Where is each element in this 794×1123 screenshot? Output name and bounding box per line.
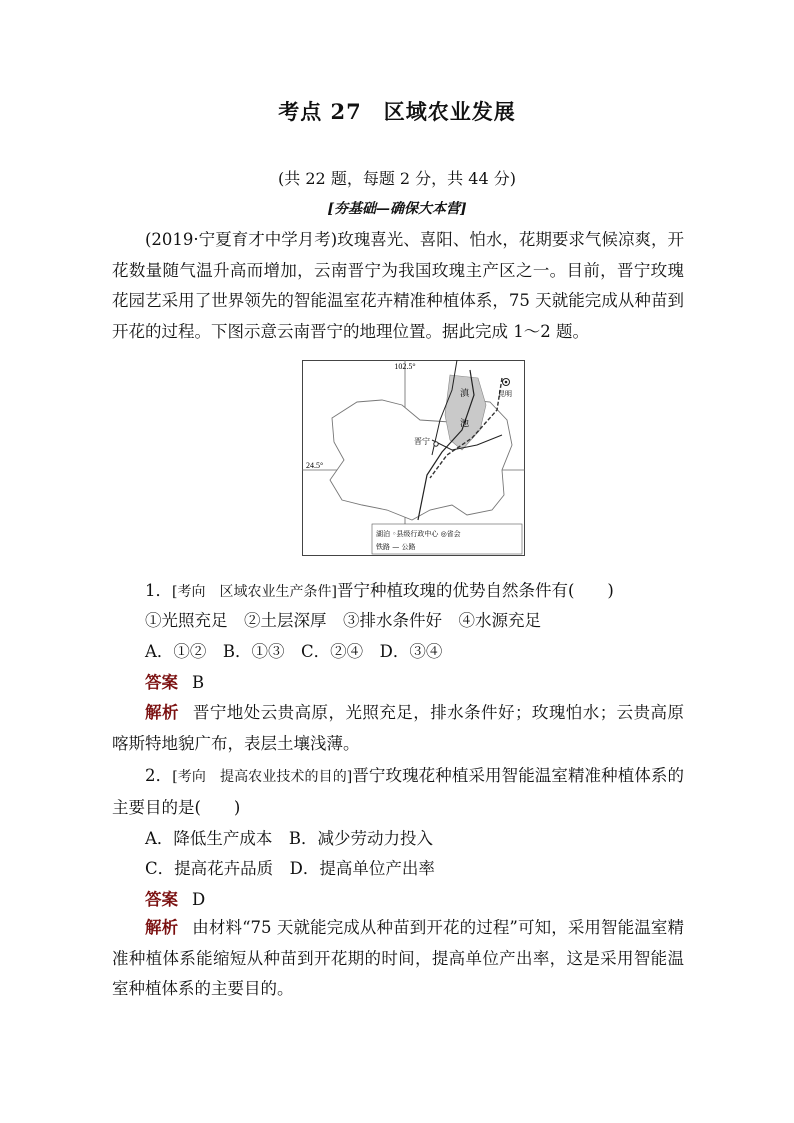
question-2-explanation	[112, 913, 684, 1005]
question-1-answer	[145, 669, 204, 693]
question-2-choices-cd: C．提高花卉品质 D．提高单位产出率	[145, 859, 435, 878]
legend-row-1: 湖泊 ◦县级行政中心 ◎省会	[376, 530, 461, 538]
longitude-label: 102.5°	[394, 362, 416, 371]
question-1-stem	[145, 577, 614, 601]
lake-label-2: 池	[460, 419, 470, 429]
explanation-label: 解析	[145, 703, 179, 722]
question-1-options: ①光照充足 ②土层深厚 ③排水条件好 ④水源充足	[145, 611, 541, 630]
question-2-text: 晋宁玫瑰花种植采用智能温室精准种植体系的主要目的是( )	[112, 766, 685, 817]
question-2-choices-ab: A．降低生产成本 B．减少劳动力投入	[145, 829, 434, 848]
section-heading: [夯基础—确保大本营]	[327, 201, 467, 217]
kunming-label: 昆明	[498, 390, 512, 398]
location-map	[302, 360, 525, 556]
jinning-label: 晋宁	[414, 437, 430, 446]
answer-value: B	[192, 673, 205, 692]
question-1-text: 晋宁种植玫瑰的优势自然条件有( )	[336, 581, 614, 600]
explanation-text: 由材料“75 天就能完成从种苗到开花的过程”可知，采用智能温室精准种植体系能缩短从种苗到开花期的时间，提高单位产出率，这是采用智能温室种植体系的主要目的。	[112, 918, 684, 998]
lake-label-1: 滇	[460, 389, 470, 399]
explanation-text: 晋宁地处云贵高原，光照充足，排水条件好；玫瑰怕水；云贵高原喀斯特地貌广布，表层土壤浅薄。	[112, 703, 685, 753]
answer-label: 答案	[145, 673, 178, 692]
question-1-number: 1．	[145, 581, 172, 600]
explanation-label: 解析	[145, 918, 179, 937]
answer-label: 答案	[145, 890, 178, 909]
answer-value: D	[192, 890, 206, 909]
intro-paragraph: (2019·宁夏育才中学月考)玫瑰喜光、喜阳、怕水，花期要求气候凉爽，开花数量随气温升高而增加，云南晋宁为我国玫瑰主产区之一。目前，晋宁玫瑰花园艺采用了世界领先的智能温室花卉精准种植体系，75 天就能完成从种苗到开花的过程。下图示意云南晋宁的地理位置。据此完成 1～2 题。	[112, 230, 684, 341]
question-1-choices: A．①② B．①③ C．②④ D．③④	[145, 642, 443, 661]
question-2-answer	[145, 886, 205, 910]
question-2-tag: [考向 提高农业技术的目的]	[172, 769, 353, 785]
question-1-explanation	[112, 698, 684, 759]
question-2-stem	[112, 761, 684, 823]
scoring-note: (共 22 题，每题 2 分，共 44 分)	[278, 169, 516, 188]
page-title: 考点 27 区域农业发展	[278, 99, 516, 124]
legend-row-2: 铁路 — 公路	[376, 543, 416, 551]
latitude-label: 24.5°	[306, 461, 324, 470]
question-2-number: 2．	[145, 766, 173, 785]
question-1-tag: [考向 区域农业生产条件]	[172, 584, 337, 600]
